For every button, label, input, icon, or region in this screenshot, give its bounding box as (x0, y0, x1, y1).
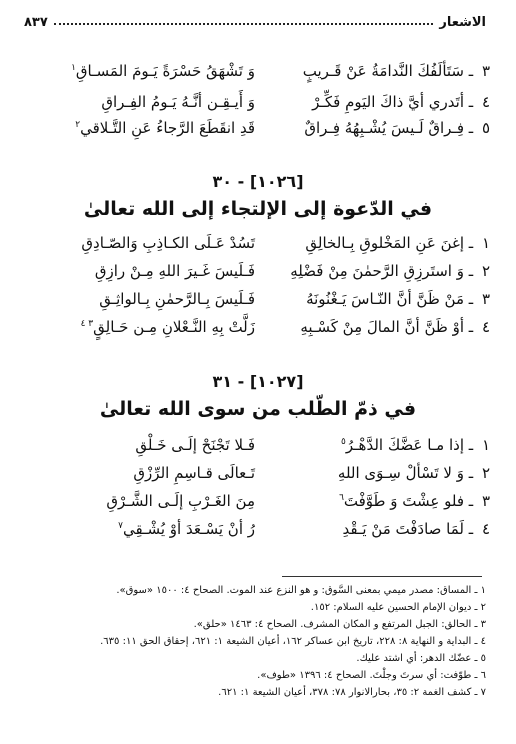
footnotes (16, 582, 486, 701)
verse-line (20, 488, 490, 514)
verse-second-hemistich: وَ أَيـقِـن أنَّـهُ يَـومُ الفِـراقِ (101, 93, 255, 111)
verse-second-hemistich: زَلَّتْ بِهِ النَّـعْلانِ مِـن حَـالِقٍ$^{٣ ٤}$ (80, 318, 255, 336)
verse-first-hemistich: ٤ ـ لَمَا صادَفْتَ مَنْ يَـقْدِ (342, 520, 490, 538)
poem-number: [١٠٢٧] - ٣١ (212, 372, 304, 391)
header-dot-leader (54, 23, 434, 25)
poem-title: في ذمّ الطّلب من سوى الله تعالىٰ (99, 398, 417, 420)
verse-second-hemistich: فَـلَيسَ بِـالرَّحمٰنِ بِـالواثِـقِ (99, 290, 255, 308)
poem-title: في الدّعوة إلى الإلتجاء إلى الله تعالىٰ (83, 198, 433, 220)
verse-second-hemistich: فَـلَيسَ غَـيرَ اللهِ مِـنْ رازِقِ (94, 262, 255, 280)
verse-first-hemistich: ٢ ـ وَ لا تَسْألْ سِـوَى اللهِ (337, 464, 490, 482)
footnote: ٦ ـ طوّفت: أي سرتَ وجلْتَ. الصحاح ٤: ١٣٩٦ «طوف». (257, 670, 486, 681)
footnote: ٢ ـ ديوان الإمام الحسين عليه السلام: ١٥٢. (310, 602, 486, 613)
verse-second-hemistich: قَدِ انقَطَعَ الرَّجاءُ عَنِ التَّـلاقي$^٢$ (75, 119, 255, 137)
verse-line (20, 89, 490, 115)
verse-first-hemistich: ٤ ـ أوْ ظَنَّ أنَّ المالَ مِنْ كَسْـبِهِ (300, 318, 490, 336)
verse-second-hemistich: وَ تَشْهَقُ حَسْرَةً يَـومَ المَسـاقِ$^١$ (71, 62, 255, 80)
section-title: الاشعار (439, 15, 486, 30)
verse-first-hemistich: ١ ـ إذا مـا عَضَّكَ الدَّهْـرُ$^٥$ (341, 436, 490, 454)
footnote-marker: ٢ (75, 120, 81, 130)
verse-second-hemistich: مِنَ الغَـرْبِ إلَـى الشَّـرْقِ (106, 492, 255, 510)
verse-first-hemistich: ١ ـ إغنَ عَنِ المَخْلوقِ بِـالخالِقِ (305, 234, 490, 252)
footnote: ١ ـ المساق: مصدر ميمي بمعنى السَّوق: و هو النزع عند الموت. الصحاح ٤: ١٥٠٠ «سوق». (116, 585, 486, 596)
verse-first-hemistich: ٣ ـ مَنْ ظَنَّ أنَّ النّـاسَ يَـغْنُونَهُ (306, 290, 490, 308)
verse-second-hemistich: تَـعالَى قـاسِمِ الرِّزْقِ (133, 464, 255, 482)
verse-first-hemistich: ٣ ـ فلو عِشْتَ وَ طَوَّفْتَ$^٦$ (339, 492, 490, 510)
verse-line (20, 286, 490, 312)
verse-line (20, 258, 490, 284)
footnote: ٤ ـ البداية و النهاية ٨: ٢٢٨، تاريخ ابن عساكر ١٦٢، أعيان الشيعة ١: ٦٢١، إحقاق الحق ١١: ٦٣٥. (100, 636, 486, 647)
footnote-marker: ٥ (341, 437, 346, 447)
footnote-marker: ١ (71, 63, 76, 73)
verse-line (20, 58, 490, 84)
verse-second-hemistich: فَـلا تَجْنَحْ إلَـى خَـلْقِ (135, 436, 255, 454)
verse-second-hemistich: تَسُدْ عَـلَى الكـاذِبِ وَالصّـادِقِ (81, 234, 255, 252)
poem-number: [١٠٢٦] - ٣٠ (212, 172, 304, 191)
footnote-separator (282, 576, 482, 577)
footnote: ٣ ـ الحالق: الجبل المرتفع و المكان المشرف. الصحاح ٤: ١٤٦٣ «حلق». (193, 619, 486, 630)
footnote: ٥ ـ عضّك الدهر: أي اشتد عليك. (356, 653, 486, 664)
verse-first-hemistich: ٤ ـ أتَدري أيَّ ذاكَ اليَومِ فَكِّـرْ (312, 93, 490, 111)
footnote-marker: ٣ ٤ (80, 319, 94, 329)
verse-line (20, 460, 490, 486)
verse-line (20, 230, 490, 256)
verse-line (20, 432, 490, 458)
footnote: ٧ ـ كشف الغمة ٢: ٣٥، بحارالانوار ٧٨: ٣٧٨، أعيان الشيعة ١: ٦٢١. (218, 687, 486, 698)
footnote-marker: ٧ (118, 521, 123, 531)
verse-second-hemistich: رُ أنْ يَسْـعَدَ أوْ يُشْـقِي$^٧$ (118, 520, 255, 538)
verse-line (20, 314, 490, 340)
verse-line (20, 516, 490, 542)
page-number: ٨٣٧ (24, 15, 48, 30)
running-header (24, 10, 486, 30)
verse-first-hemistich: ٣ ـ سَتَألَفُكَ النَّدامَةُ عَنْ قَـريبٍ (302, 62, 490, 80)
verse-line (20, 115, 490, 141)
verse-first-hemistich: ٥ ـ فِـراقٌ لَـيسَ يُشْـبِهُهُ فِـراقٌ (304, 119, 490, 137)
footnote-marker: ٦ (339, 493, 344, 503)
verse-first-hemistich: ٢ ـ وَ استَرزِقِ الرَّحمٰنَ مِنْ فَضْلِهِ (290, 262, 490, 280)
